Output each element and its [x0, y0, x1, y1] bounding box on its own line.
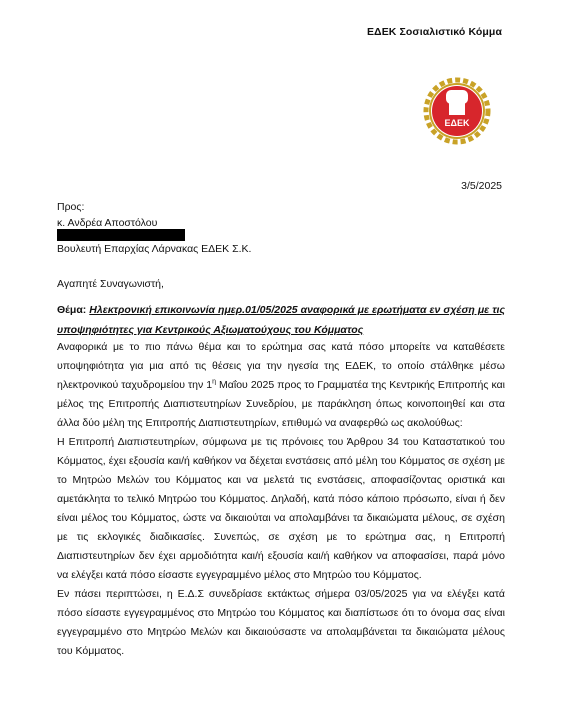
organization-name: ΕΔΕΚ Σοσιαλιστικό Κόμμα — [366, 26, 502, 38]
recipient-title: Βουλευτή Επαρχίας Λάρνακας ΕΔΕΚ Σ.Κ. — [57, 243, 252, 255]
paragraph-2: Η Επιτροπή Διαπιστευτηρίων, σύμφωνα με τις πρόνοιες του Άρθρου 34 του Καταστατικού του Κόμματος, έχει εξουσία και/ή καθήκον να δέχεται ενστάσεις από μέλη του Κόμματος σε σχέση με το Μητρώο Μελών του Κόμματος και να μελετά τις ενστάσεις, αποφασίζοντας οριστικά και αμετάκλητα το τελικό Μητρώο του Κόμματος. Δηλαδή, κατά πόσο κάποιο πρόσωπο, είναι ή δεν είναι μέλος του Κόμματος, ώστε να δικαιούται να απολαμβάνει τα δικαιώματα μέλους, σε σχέση με τις εκλογικές διαδικασίες. Συνεπώς, σε σχέση με το ερώτημα σας, η Επιτροπή Διαπιστευτηρίων δεν έχει αρμοδιότητα και/ή εξουσία και/ή καθήκον να αποφασίσει, παρά μόνο να ελέγξει κατά πόσο είσαστε εγγεγραμμένο μέλος στο Μητρώο του Κόμματος. — [57, 436, 505, 581]
letter-body — [57, 338, 505, 661]
greeting: Αγαπητέ Συναγωνιστή, — [57, 278, 164, 290]
recipient-name: κ. Ανδρέα Αποστόλου — [57, 217, 158, 229]
subject-line — [57, 300, 505, 340]
edek-logo — [422, 76, 492, 146]
subject-text: Ηλεκτρονική επικοινωνία ημερ.01/05/2025 αναφορικά με ερωτήματα εν σχέση με τις υποψηφιότητες για Κεντρικούς Αξιωματούχους του Κόμματος — [57, 304, 505, 336]
logo-text: ΕΔΕΚ — [444, 118, 470, 128]
paragraph-3: Εν πάσει περιπτώσει, η Ε.Δ.Σ συνεδρίασε εκτάκτως σήμερα 03/05/2025 για να ελέγξει κατά πόσο είσαστε εγγεγραμμένος στο Μητρώο του Κόμματος και διαπίστωσε ότι το όνομα σας είναι εγγεγραμμένο στο Μητρώο Μελών και δικαιούσαστε να απολαμβάνεται τα δικαιώματα μέλους του Κόμματος. — [57, 588, 505, 657]
letter-date: 3/5/2025 — [461, 180, 502, 192]
recipient-label: Προς: — [57, 201, 85, 213]
redaction-bar — [57, 229, 185, 241]
paragraph-1: Αναφορικά με το πιο πάνω θέμα και το ερώτημα σας κατά πόσο μπορείτε να καταθέσετε υποψηφιότητα για μια από τις θέσεις για την ηγεσία της ΕΔΕΚ, το οποίο στάλθηκε μέσω ηλεκτρονικού ταχυδρομείου την $1^\eta$ Μαΐου 2025 προς το Γραμματέα της Κεντρικής Επιτροπής και μέλος της Επιτροπής Διαπιστευτηρίων Συνεδρίου, με παράκληση όπως κοινοποιηθεί και στα άλλα δύο μέλη της Επιτροπής Διαπιστευτηρίων, επιθυμώ να αναφερθώ ως ακολούθως: — [57, 341, 505, 429]
subject-label: Θέμα: — [57, 304, 87, 316]
raised-fist-icon — [446, 90, 468, 115]
